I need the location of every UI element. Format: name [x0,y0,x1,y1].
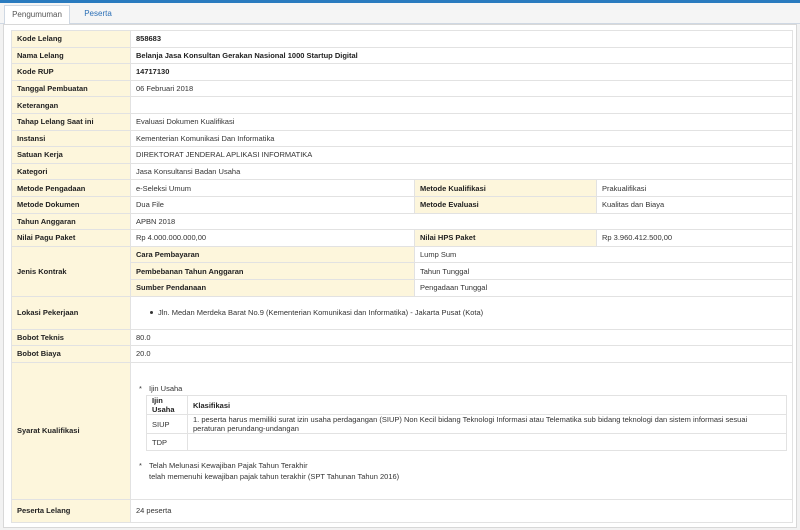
row-kode-rup [12,64,793,81]
izin-row-siup [147,415,787,434]
bullet-icon [150,311,153,314]
label: Kode Lelang [12,31,131,48]
label: Tahap Lelang Saat ini [12,113,131,130]
value: 24 peserta [131,499,793,522]
row-kategori [12,163,793,180]
label: Nilai HPS Paket [415,230,597,247]
label: Tanggal Pembuatan [12,80,131,97]
value: e-Seleksi Umum [131,180,415,197]
label: Metode Evaluasi [415,196,597,213]
label: Satuan Kerja [12,147,131,164]
label: Tahun Anggaran [12,213,131,230]
col-klasifikasi: Klasifikasi [188,396,787,415]
value: Rp 3.960.412.500,00 [597,230,793,247]
value: Dua File [131,196,415,213]
row-bobot-teknis [12,329,793,346]
value [131,97,793,114]
izin-row-tdp [147,434,787,451]
value: APBN 2018 [131,213,793,230]
label: Instansi [12,130,131,147]
value: Rp 4.000.000.000,00 [131,230,415,247]
asterisk-icon: * [139,460,142,470]
row-satuan-kerja [12,147,793,164]
label: Bobot Biaya [12,346,131,363]
row-kode-lelang [12,31,793,48]
row-syarat [12,362,793,499]
row-peserta [12,499,793,522]
row-metode-dokumen [12,196,793,213]
row-instansi [12,130,793,147]
row-tanggal [12,80,793,97]
col-izin: Ijin Usaha [147,396,188,415]
izin-klasifikasi: 1. peserta harus memiliki surat izin usaha perdagangan (SIUP) Non Kecil bidang Teknologi Informasi atau Telematika sub bidang teknologi dan sistem informasi sesuai peraturan perundang-undangan [188,415,787,434]
row-nama-lelang [12,47,793,64]
tender-detail-table [11,30,793,523]
izin-table-header [147,396,787,415]
value: 858683 [131,31,793,48]
izin-title: Ijin Usaha [149,384,183,394]
tab-bar [0,3,800,24]
label: Kode RUP [12,64,131,81]
row-nilai-pagu [12,230,793,247]
row-lokasi [12,296,793,329]
label: Metode Kualifikasi [415,180,597,197]
value: 06 Februari 2018 [131,80,793,97]
value: Kementerian Komunikasi Dan Informatika [131,130,793,147]
row-keterangan [12,97,793,114]
label: Kategori [12,163,131,180]
label: Metode Dokumen [12,196,131,213]
row-bobot-biaya [12,346,793,363]
value: Kualitas dan Biaya [597,196,793,213]
value: 80.0 [131,329,793,346]
izin-klasifikasi [188,434,787,451]
label: Sumber Pendanaan [131,279,415,296]
label: Bobot Teknis [12,329,131,346]
asterisk-icon: * [139,384,142,394]
label: Keterangan [12,97,131,114]
value: Jasa Konsultansi Badan Usaha [131,163,793,180]
tab-peserta[interactable]: Peserta [84,9,112,18]
value: Tahun Tunggal [415,263,793,280]
value: 14717130 [131,64,793,81]
label: Peserta Lelang [12,499,131,522]
value: Prakualifikasi [597,180,793,197]
izin-name: SIUP [147,415,188,434]
izin-table [146,395,787,451]
izin-name: TDP [147,434,188,451]
label: Lokasi Pekerjaan [12,296,131,329]
pajak-text: telah memenuhi kewajiban pajak tahun terakhir (SPT Tahunan Tahun 2016) [149,471,400,481]
tab-pengumuman[interactable]: Pengumuman [4,5,70,25]
syarat-cell [131,362,793,499]
pajak-title: Telah Melunasi Kewajiban Pajak Tahun Terakhir [149,460,308,470]
announcement-panel [3,24,797,528]
row-metode-pengadaan [12,180,793,197]
label: Metode Pengadaan [12,180,131,197]
value: Evaluasi Dokumen Kualifikasi [131,113,793,130]
value: Pengadaan Tunggal [415,279,793,296]
label: Pembebanan Tahun Anggaran [131,263,415,280]
label: Nilai Pagu Paket [12,230,131,247]
row-cara-pembayaran [12,246,793,263]
label: Jenis Kontrak [12,246,131,296]
value: DIREKTORAT JENDERAL APLIKASI INFORMATIKA [131,147,793,164]
row-tahun-anggaran [12,213,793,230]
lokasi-cell [131,296,793,329]
label: Nama Lelang [12,47,131,64]
row-tahap [12,113,793,130]
label: Cara Pembayaran [131,246,415,263]
label: Syarat Kualifikasi [12,362,131,499]
value: Jln. Medan Merdeka Barat No.9 (Kementerian Komunikasi dan Informatika) - Jakarta Pusat (Kota) [158,308,484,317]
value: 20.0 [131,346,793,363]
value: Belanja Jasa Konsultan Gerakan Nasional 1000 Startup Digital [131,47,793,64]
value: Lump Sum [415,246,793,263]
